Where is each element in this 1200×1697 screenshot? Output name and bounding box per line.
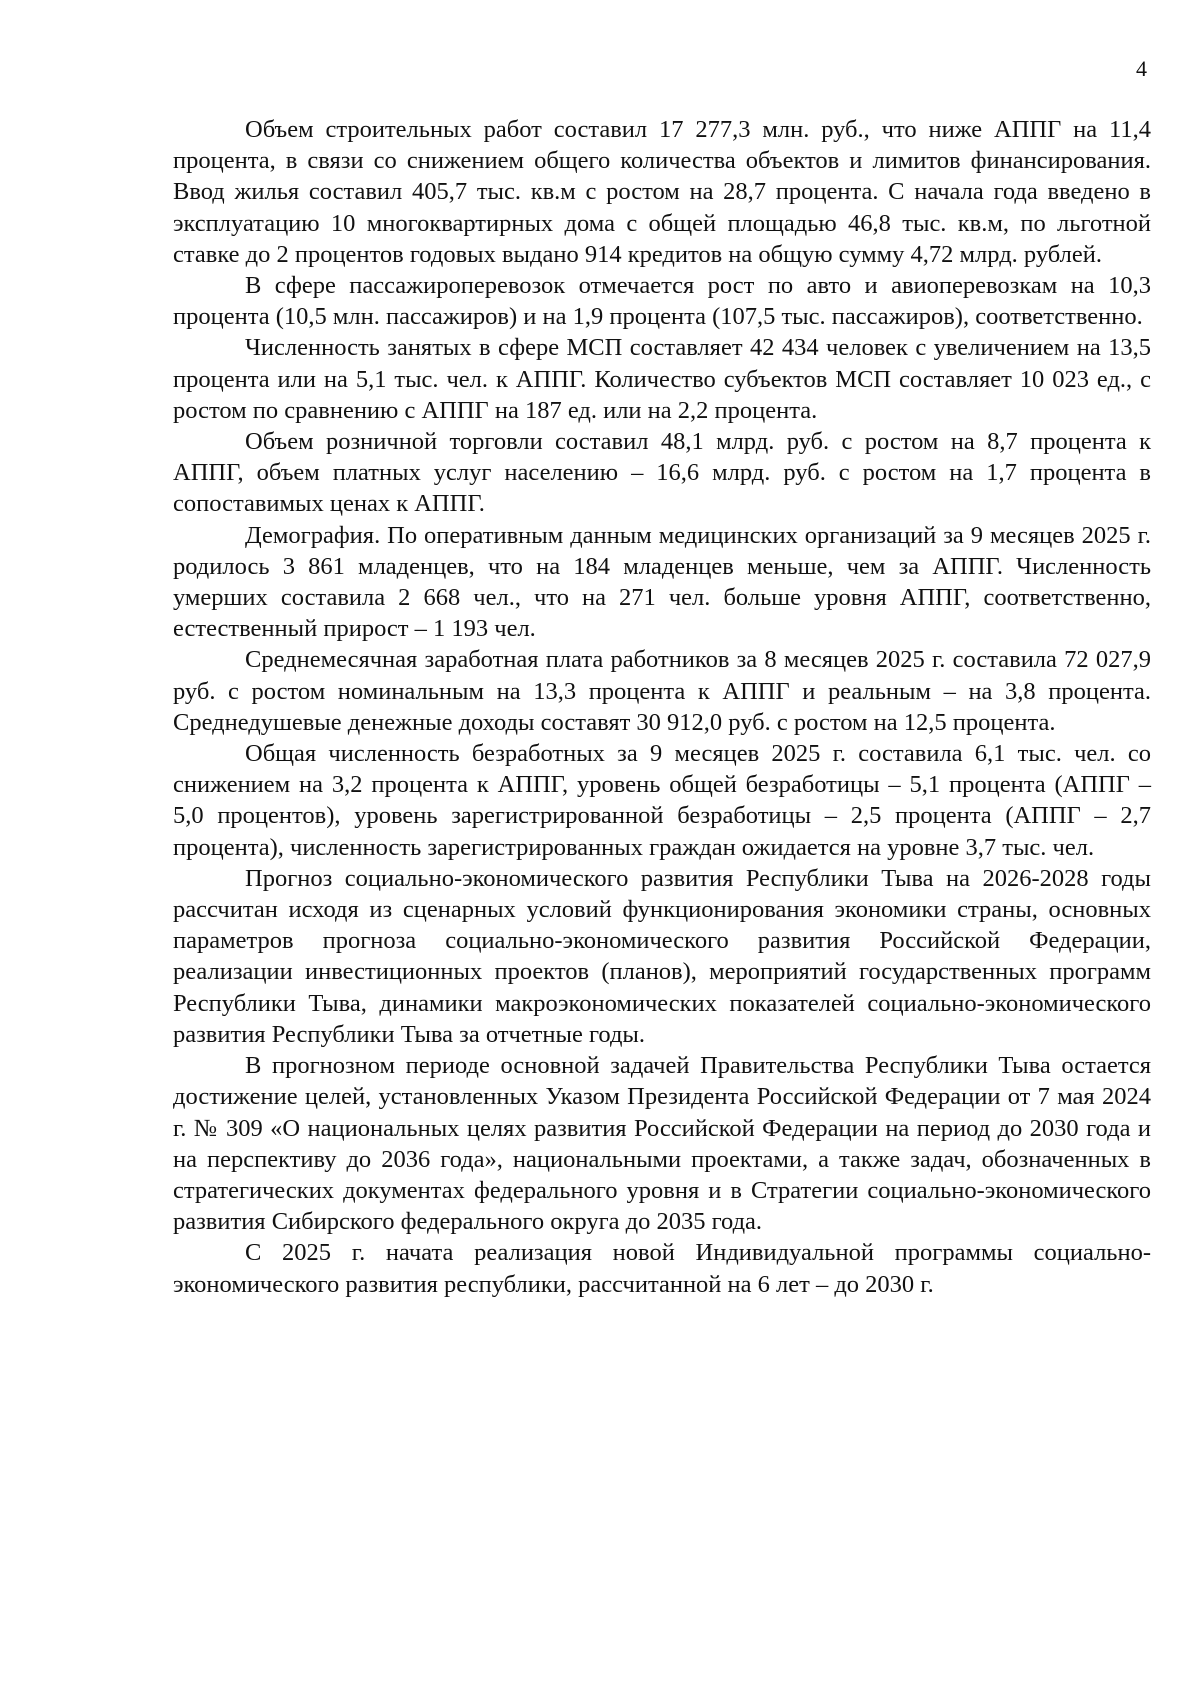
paragraph-wages: Среднемесячная заработная плата работников за 8 месяцев 2025 г. составила 72 027,9 руб. с ростом номинальным на 13,3 процента к АППГ и реальным – на 3,8 процента. Среднедушевые денежные доходы составят 30 912,0 руб. с ростом на 12,5 процента. <box>173 646 1151 736</box>
paragraph-individual-program: С 2025 г. начата реализация новой Индивидуальной программы социально-экономического развития республики, рассчитанной на 6 лет – до 2030 г. <box>173 1239 1151 1298</box>
paragraph-forecast: Прогноз социально-экономического развития Республики Тыва на 2026-2028 годы рассчитан исходя из сценарных условий функционирования экономики страны, основных параметров прогноза социально-экономического развития Российской Федерации, реализации инвестиционных проектов (планов), мероприятий государственных программ Республики Тыва, динамики макроэкономических показателей социально-экономического развития Республики Тыва за отчетные годы. <box>173 864 1151 1048</box>
paragraph-retail: Объем розничной торговли составил 48,1 млрд. руб. с ростом на 8,7 процента к АППГ, объем платных услуг населению – 16,6 млрд. руб. с ростом на 1,7 процента в сопоставимых ценах к АППГ. <box>173 428 1151 518</box>
paragraph-demography: Демография. По оперативным данным медицинских организаций за 9 месяцев 2025 г. родилось 3 861 младенцев, что на 184 младенцев меньше, чем за АППГ. Численность умерших составила 2 668 чел., что на 271 чел. больше уровня АППГ, соответственно, естественный прирост – 1 193 чел. <box>173 521 1151 643</box>
paragraph-small-business: Численность занятых в сфере МСП составляет 42 434 человек с увеличением на 13,5 процента или на 5,1 тыс. чел. к АППГ. Количество субъектов МСП составляет 10 023 ед., с ростом по сравнению с АППГ на 187 ед. или на 2,2 процента. <box>173 334 1151 424</box>
paragraph-government-goals: В прогнозном периоде основной задачей Правительства Республики Тыва остается достижение целей, установленных Указом Президента Российской Федерации от 7 мая 2024 г. № 309 «О национальных целях развития Российской Федерации на период до 2030 года и на перспективу до 2036 года», национальными проектами, а также задач, обозначенных в стратегических документах федерального уровня и в Стратегии социально-экономического развития Сибирского федерального округа до 2035 года. <box>173 1052 1151 1236</box>
page-number: 4 <box>1136 56 1147 81</box>
paragraph-passenger-transport: В сфере пассажироперевозок отмечается рост по авто и авиоперевозкам на 10,3 процента (10,5 млн. пассажиров) и на 1,9 процента (107,5 тыс. пассажиров), соответственно. <box>173 272 1151 331</box>
paragraph-construction: Объем строительных работ составил 17 277,3 млн. руб., что ниже АППГ на 11,4 процента, в связи со снижением общего количества объектов и лимитов финансирования. Ввод жилья составил 405,7 тыс. кв.м с ростом на 28,7 процента. С начала года введено в эксплуатацию 10 многоквартирных дома с общей площадью 46,8 тыс. кв.м, по льготной ставке до 2 процентов годовых выдано 914 кредитов на общую сумму 4,72 млрд. рублей. <box>173 116 1151 268</box>
document-body <box>173 114 1151 1300</box>
paragraph-unemployment: Общая численность безработных за 9 месяцев 2025 г. составила 6,1 тыс. чел. со снижением на 3,2 процента к АППГ, уровень общей безработицы – 5,1 процента (АППГ – 5,0 процентов), уровень зарегистрированной безработицы – 2,5 процента (АППГ – 2,7 процента), численность зарегистрированных граждан ожидается на уровне 3,7 тыс. чел. <box>173 740 1151 861</box>
